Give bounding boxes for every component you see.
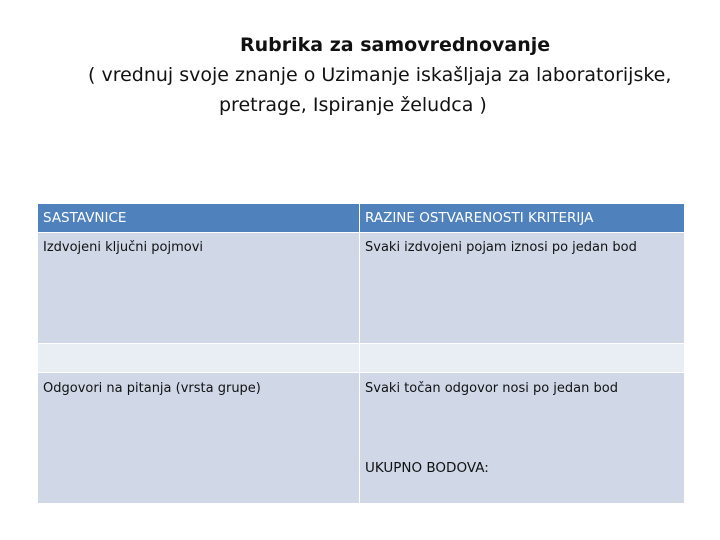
table-cell: Izdvojeni ključni pojmovi (38, 233, 360, 344)
total-points-label: UKUPNO BODOVA: (365, 460, 489, 476)
subtitle-line-1: ( vrednuj svoje znanje o Uzimanje iskašljaja za laboratorijske, (88, 64, 672, 86)
header-cell-components: SASTAVNICE (38, 204, 360, 233)
page-title: Rubrika za samovrednovanje (240, 34, 551, 56)
table-cell: Odgovori na pitanja (vrsta grupe) (38, 373, 360, 504)
subtitle-line-2: pretrage, Ispiranje želudca ) (219, 94, 487, 116)
table-row (38, 344, 685, 373)
header-cell-criteria: RAZINE OSTVARENOSTI KRITERIJA (360, 204, 685, 233)
table-header-row (38, 204, 685, 233)
table-cell: Svaki izdvojeni pojam iznosi po jedan bod (360, 233, 685, 344)
rubric-table (37, 203, 685, 504)
table-cell-with-total (360, 373, 685, 504)
table-cell-text: Svaki točan odgovor nosi po jedan bod (365, 381, 618, 396)
table-cell (360, 344, 685, 373)
table-row (38, 233, 685, 344)
table-row (38, 373, 685, 504)
table-cell (38, 344, 360, 373)
